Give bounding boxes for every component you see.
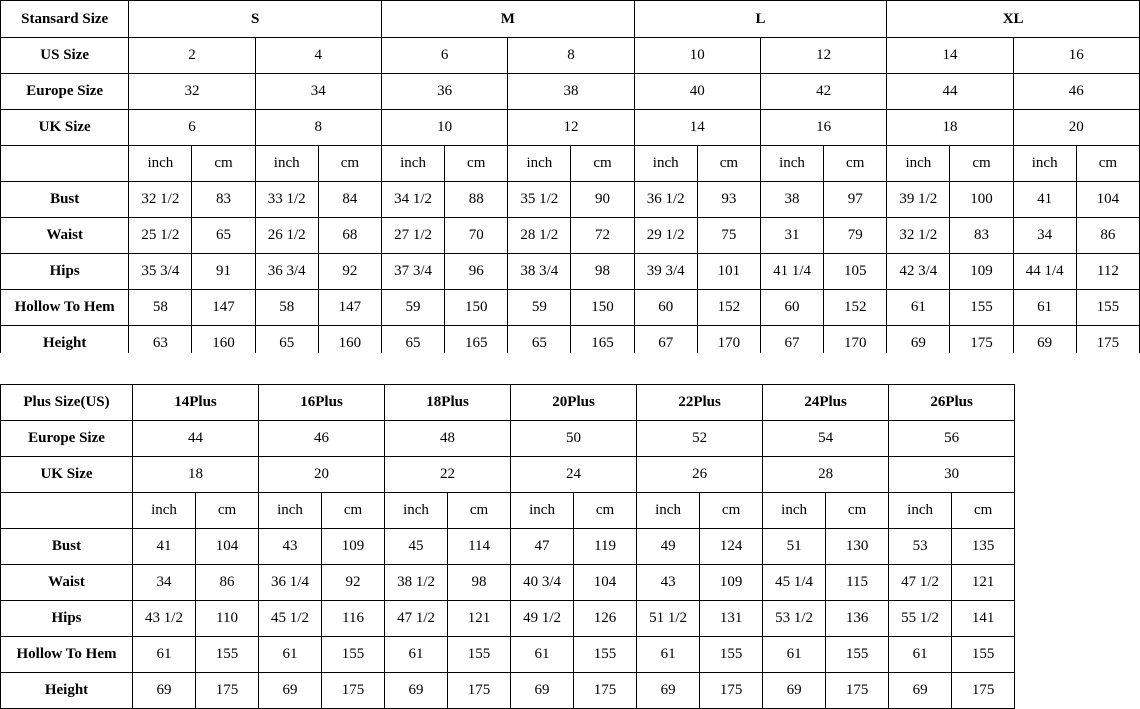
empty-corner-cell — [1, 493, 133, 529]
cell: 27 1/2 — [381, 218, 444, 254]
cell: 58 — [255, 290, 318, 326]
cell: 69 — [887, 326, 950, 362]
cell: 41 1/4 — [760, 254, 823, 290]
cell: 72 — [571, 218, 634, 254]
cell: 90 — [571, 182, 634, 218]
row-label-hollow-to-hem: Hollow To Hem — [1, 637, 133, 673]
unit-header: inch — [255, 146, 318, 182]
cell: 79 — [824, 218, 887, 254]
cell: 61 — [887, 290, 950, 326]
cell: 175 — [448, 673, 511, 709]
size-group-l: L — [634, 1, 887, 38]
unit-header: cm — [574, 493, 637, 529]
cell: 175 — [1076, 326, 1139, 362]
cell: 46 — [259, 421, 385, 457]
table-row — [1, 385, 1015, 421]
cell: 175 — [950, 326, 1013, 362]
cell: 36 1/2 — [634, 182, 697, 218]
cell: 44 — [133, 421, 259, 457]
cell: 18 — [887, 110, 1013, 146]
cell: 36 1/4 — [259, 565, 322, 601]
cell: 44 — [887, 74, 1013, 110]
cell: 67 — [634, 326, 697, 362]
cell: 4 — [255, 38, 381, 74]
cell: 131 — [700, 601, 763, 637]
table-row — [1, 637, 1015, 673]
cell: 41 — [1013, 182, 1076, 218]
cell: 75 — [697, 218, 760, 254]
cell: 38 — [508, 74, 634, 110]
table-row — [1, 110, 1140, 146]
row-label-hips: Hips — [1, 601, 133, 637]
cell: 91 — [192, 254, 255, 290]
cell: 86 — [1076, 218, 1139, 254]
table-separator — [0, 353, 1140, 384]
cell: 33 1/2 — [255, 182, 318, 218]
cell: 150 — [571, 290, 634, 326]
cell: 34 — [133, 565, 196, 601]
cell: 114 — [448, 529, 511, 565]
size-group-26plus: 26Plus — [889, 385, 1015, 421]
cell: 155 — [1076, 290, 1139, 326]
cell: 6 — [129, 110, 255, 146]
table-row — [1, 457, 1015, 493]
cell: 155 — [700, 637, 763, 673]
cell: 155 — [952, 637, 1015, 673]
cell: 16 — [1013, 38, 1139, 74]
cell: 51 — [763, 529, 826, 565]
size-group-16plus: 16Plus — [259, 385, 385, 421]
row-label-hips: Hips — [1, 254, 129, 290]
cell: 61 — [637, 637, 700, 673]
cell: 160 — [192, 326, 255, 362]
cell: 104 — [1076, 182, 1139, 218]
size-group-18plus: 18Plus — [385, 385, 511, 421]
cell: 93 — [697, 182, 760, 218]
cell: 14 — [634, 110, 760, 146]
cell: 26 1/2 — [255, 218, 318, 254]
cell: 25 1/2 — [129, 218, 192, 254]
cell: 2 — [129, 38, 255, 74]
cell: 42 — [760, 74, 886, 110]
cell: 18 — [133, 457, 259, 493]
cell: 28 — [763, 457, 889, 493]
cell: 46 — [1013, 74, 1139, 110]
cell: 12 — [508, 110, 634, 146]
cell: 37 3/4 — [381, 254, 444, 290]
cell: 61 — [1013, 290, 1076, 326]
cell: 24 — [511, 457, 637, 493]
table-row — [1, 421, 1015, 457]
cell: 54 — [763, 421, 889, 457]
cell: 68 — [318, 218, 381, 254]
cell: 100 — [950, 182, 1013, 218]
cell: 175 — [826, 673, 889, 709]
cell: 59 — [381, 290, 444, 326]
cell: 60 — [760, 290, 823, 326]
cell: 47 — [511, 529, 574, 565]
cell: 34 1/2 — [381, 182, 444, 218]
cell: 65 — [381, 326, 444, 362]
cell: 98 — [571, 254, 634, 290]
unit-header: inch — [385, 493, 448, 529]
cell: 69 — [637, 673, 700, 709]
cell: 105 — [824, 254, 887, 290]
unit-header: inch — [887, 146, 950, 182]
cell: 69 — [1013, 326, 1076, 362]
cell: 141 — [952, 601, 1015, 637]
plus-size-header: Plus Size(US) — [1, 385, 133, 421]
cell: 59 — [508, 290, 571, 326]
unit-header: cm — [697, 146, 760, 182]
cell: 121 — [952, 565, 1015, 601]
cell: 175 — [196, 673, 259, 709]
cell: 130 — [826, 529, 889, 565]
cell: 115 — [826, 565, 889, 601]
unit-header: inch — [129, 146, 192, 182]
cell: 92 — [322, 565, 385, 601]
table-row — [1, 74, 1140, 110]
unit-header: inch — [133, 493, 196, 529]
unit-header: cm — [196, 493, 259, 529]
unit-header: cm — [318, 146, 381, 182]
size-group-24plus: 24Plus — [763, 385, 889, 421]
cell: 97 — [824, 182, 887, 218]
cell: 8 — [255, 110, 381, 146]
cell: 14 — [887, 38, 1013, 74]
cell: 20 — [1013, 110, 1139, 146]
table-row — [1, 38, 1140, 74]
cell: 155 — [322, 637, 385, 673]
cell: 121 — [448, 601, 511, 637]
unit-header: cm — [700, 493, 763, 529]
table-row — [1, 1, 1140, 38]
unit-header: cm — [448, 493, 511, 529]
cell: 38 1/2 — [385, 565, 448, 601]
cell: 109 — [950, 254, 1013, 290]
cell: 52 — [637, 421, 763, 457]
cell: 83 — [192, 182, 255, 218]
cell: 38 — [760, 182, 823, 218]
cell: 110 — [196, 601, 259, 637]
cell: 35 3/4 — [129, 254, 192, 290]
plus-size-table — [0, 384, 1015, 709]
cell: 126 — [574, 601, 637, 637]
cell: 42 3/4 — [887, 254, 950, 290]
cell: 35 1/2 — [508, 182, 571, 218]
cell: 92 — [318, 254, 381, 290]
size-group-14plus: 14Plus — [133, 385, 259, 421]
cell: 32 1/2 — [129, 182, 192, 218]
table-row — [1, 601, 1015, 637]
cell: 104 — [574, 565, 637, 601]
cell: 8 — [508, 38, 634, 74]
unit-header: inch — [763, 493, 826, 529]
cell: 34 — [1013, 218, 1076, 254]
empty-corner-cell — [1, 146, 129, 182]
cell: 165 — [445, 326, 508, 362]
cell: 63 — [129, 326, 192, 362]
row-label-bust: Bust — [1, 529, 133, 565]
row-label-europe-size: Europe Size — [1, 74, 129, 110]
size-group-xl: XL — [887, 1, 1140, 38]
cell: 170 — [697, 326, 760, 362]
unit-header: cm — [950, 146, 1013, 182]
cell: 61 — [259, 637, 322, 673]
cell: 69 — [511, 673, 574, 709]
unit-header: inch — [889, 493, 952, 529]
unit-header: cm — [571, 146, 634, 182]
cell: 155 — [196, 637, 259, 673]
unit-header: cm — [1076, 146, 1139, 182]
cell: 47 1/2 — [889, 565, 952, 601]
cell: 20 — [259, 457, 385, 493]
unit-header: inch — [259, 493, 322, 529]
cell: 136 — [826, 601, 889, 637]
cell: 45 1/2 — [259, 601, 322, 637]
cell: 26 — [637, 457, 763, 493]
cell: 28 1/2 — [508, 218, 571, 254]
cell: 49 — [637, 529, 700, 565]
cell: 38 3/4 — [508, 254, 571, 290]
row-label-europe-size: Europe Size — [1, 421, 133, 457]
cell: 70 — [445, 218, 508, 254]
cell: 84 — [318, 182, 381, 218]
unit-header: cm — [952, 493, 1015, 529]
cell: 96 — [445, 254, 508, 290]
cell: 160 — [318, 326, 381, 362]
table-row — [1, 290, 1140, 326]
cell: 10 — [634, 38, 760, 74]
cell: 88 — [445, 182, 508, 218]
row-label-waist: Waist — [1, 565, 133, 601]
cell: 155 — [950, 290, 1013, 326]
cell: 45 — [385, 529, 448, 565]
unit-header: inch — [760, 146, 823, 182]
row-label-height: Height — [1, 673, 133, 709]
cell: 44 1/4 — [1013, 254, 1076, 290]
cell: 116 — [322, 601, 385, 637]
table-row — [1, 182, 1140, 218]
table-row — [1, 529, 1015, 565]
cell: 41 — [133, 529, 196, 565]
unit-header: cm — [322, 493, 385, 529]
row-label-waist: Waist — [1, 218, 129, 254]
cell: 150 — [445, 290, 508, 326]
cell: 22 — [385, 457, 511, 493]
row-label-hollow-to-hem: Hollow To Hem — [1, 290, 129, 326]
cell: 39 3/4 — [634, 254, 697, 290]
cell: 175 — [322, 673, 385, 709]
unit-header: inch — [637, 493, 700, 529]
row-label-uk-size: UK Size — [1, 457, 133, 493]
size-group-20plus: 20Plus — [511, 385, 637, 421]
cell: 61 — [763, 637, 826, 673]
cell: 16 — [760, 110, 886, 146]
row-label-us-size: US Size — [1, 38, 129, 74]
cell: 43 — [259, 529, 322, 565]
cell: 112 — [1076, 254, 1139, 290]
cell: 69 — [385, 673, 448, 709]
cell: 109 — [322, 529, 385, 565]
cell: 165 — [571, 326, 634, 362]
cell: 58 — [129, 290, 192, 326]
row-label-bust: Bust — [1, 182, 129, 218]
cell: 83 — [950, 218, 1013, 254]
cell: 12 — [760, 38, 886, 74]
cell: 48 — [385, 421, 511, 457]
cell: 155 — [826, 637, 889, 673]
unit-header: inch — [1013, 146, 1076, 182]
cell: 32 1/2 — [887, 218, 950, 254]
unit-header: inch — [634, 146, 697, 182]
cell: 175 — [952, 673, 1015, 709]
cell: 119 — [574, 529, 637, 565]
table-row — [1, 673, 1015, 709]
cell: 50 — [511, 421, 637, 457]
row-label-uk-size: UK Size — [1, 110, 129, 146]
cell: 51 1/2 — [637, 601, 700, 637]
cell: 109 — [700, 565, 763, 601]
table-row — [1, 146, 1140, 182]
cell: 36 — [381, 74, 507, 110]
cell: 124 — [700, 529, 763, 565]
table-row — [1, 565, 1015, 601]
standard-size-header: Stansard Size — [1, 1, 129, 38]
cell: 170 — [824, 326, 887, 362]
cell: 32 — [129, 74, 255, 110]
cell: 61 — [385, 637, 448, 673]
cell: 43 1/2 — [133, 601, 196, 637]
cell: 40 — [634, 74, 760, 110]
cell: 61 — [511, 637, 574, 673]
size-group-s: S — [129, 1, 382, 38]
cell: 61 — [889, 637, 952, 673]
cell: 39 1/2 — [887, 182, 950, 218]
cell: 47 1/2 — [385, 601, 448, 637]
cell: 86 — [196, 565, 259, 601]
cell: 98 — [448, 565, 511, 601]
cell: 147 — [192, 290, 255, 326]
cell: 69 — [889, 673, 952, 709]
cell: 155 — [448, 637, 511, 673]
size-group-m: M — [381, 1, 634, 38]
cell: 55 1/2 — [889, 601, 952, 637]
cell: 69 — [133, 673, 196, 709]
cell: 175 — [574, 673, 637, 709]
cell: 43 — [637, 565, 700, 601]
table-row — [1, 493, 1015, 529]
unit-header: inch — [508, 146, 571, 182]
cell: 61 — [133, 637, 196, 673]
cell: 34 — [255, 74, 381, 110]
cell: 152 — [824, 290, 887, 326]
cell: 175 — [700, 673, 763, 709]
cell: 152 — [697, 290, 760, 326]
cell: 49 1/2 — [511, 601, 574, 637]
cell: 69 — [259, 673, 322, 709]
cell: 147 — [318, 290, 381, 326]
table-row — [1, 254, 1140, 290]
cell: 155 — [574, 637, 637, 673]
unit-header: inch — [381, 146, 444, 182]
cell: 69 — [763, 673, 826, 709]
cell: 40 3/4 — [511, 565, 574, 601]
cell: 36 3/4 — [255, 254, 318, 290]
cell: 10 — [381, 110, 507, 146]
cell: 6 — [381, 38, 507, 74]
cell: 135 — [952, 529, 1015, 565]
row-label-height: Height — [1, 326, 129, 362]
cell: 53 1/2 — [763, 601, 826, 637]
cell: 67 — [760, 326, 823, 362]
cell: 29 1/2 — [634, 218, 697, 254]
unit-header: inch — [511, 493, 574, 529]
cell: 56 — [889, 421, 1015, 457]
cell: 30 — [889, 457, 1015, 493]
unit-header: cm — [826, 493, 889, 529]
cell: 45 1/4 — [763, 565, 826, 601]
cell: 31 — [760, 218, 823, 254]
unit-header: cm — [824, 146, 887, 182]
cell: 104 — [196, 529, 259, 565]
cell: 53 — [889, 529, 952, 565]
unit-header: cm — [445, 146, 508, 182]
cell: 65 — [192, 218, 255, 254]
cell: 65 — [255, 326, 318, 362]
cell: 65 — [508, 326, 571, 362]
cell: 60 — [634, 290, 697, 326]
table-row — [1, 218, 1140, 254]
unit-header: cm — [192, 146, 255, 182]
cell: 101 — [697, 254, 760, 290]
size-group-22plus: 22Plus — [637, 385, 763, 421]
